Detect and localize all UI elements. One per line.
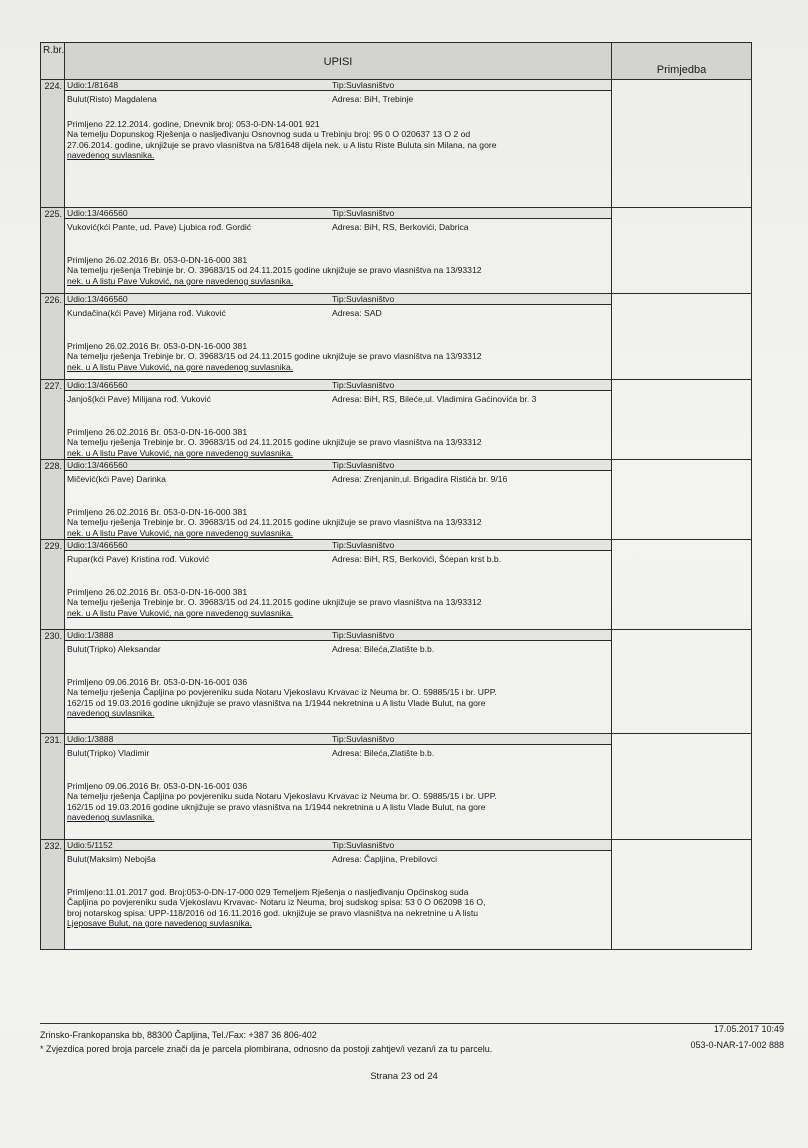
registry-row — [41, 840, 752, 950]
tip-text: Tip:Suvlasništvo — [332, 734, 395, 744]
row-content — [65, 734, 612, 840]
owner-name: Bulut(Risto) Magdalena — [67, 94, 157, 105]
entry-line: broj notarskog spisa: UPP-118/2016 od 16.11.2016 god. uknjižuje se pravo vlasništva na nekretnine u A listu — [67, 907, 479, 918]
entry-text — [65, 119, 611, 161]
row-content — [65, 208, 612, 294]
row-content — [65, 630, 612, 734]
entry-line: Na temelju rješenja Trebinje br. O. 39683/15 od 24.11.2015 godine uknjižuje se pravo vlasništva na 13/93312 — [67, 597, 482, 608]
registry-table — [40, 42, 752, 950]
row-header-line — [65, 294, 611, 305]
row-owner-line — [65, 474, 611, 484]
row-header-line — [65, 380, 611, 391]
footer-note: * Zvjezdica pored broja parcele znači da je parcela plombirana, odnosno da postoji zahtjev/i vezan/i za tu parcelu. — [40, 1044, 493, 1054]
row-number: 226. — [41, 294, 65, 380]
column-header-rbr: R.br. — [41, 43, 65, 80]
entry-line: Čapljina po povjereniku suda Vjekoslavu Krvavac- Notaru iz Neuma, broj sudskog spisa: 53 0 O 062098 16 O, — [67, 897, 486, 908]
column-header-upisi: UPISI — [65, 43, 612, 80]
row-owner-line — [65, 94, 611, 104]
owner-address: Adresa: BiH, RS, Berkovići, Dabrica — [332, 222, 469, 233]
owner-address: Adresa: SAD — [332, 308, 382, 319]
registry-row — [41, 630, 752, 734]
row-number: 224. — [41, 80, 65, 208]
entry-text — [65, 507, 611, 538]
primjedba-cell — [612, 294, 752, 380]
entry-line-last: nek. u A listu Pave Vuković, na gore navedenog suvlasnika. — [67, 447, 294, 458]
page-number: Strana 23 od 24 — [370, 1071, 438, 1082]
row-owner-line — [65, 554, 611, 564]
row-number: 232. — [41, 840, 65, 950]
entry-text — [65, 677, 611, 719]
udio-text: Udio:13/466560 — [67, 380, 128, 390]
row-owner-line — [65, 644, 611, 654]
row-owner-line — [65, 394, 611, 404]
owner-name: Vuković(kći Pante, ud. Pave) Ljubica rođ. Gordić — [67, 222, 252, 233]
entry-line-last: navedenog suvlasnika. — [67, 708, 155, 719]
primjedba-cell — [612, 540, 752, 630]
udio-text: Udio:1/3888 — [67, 630, 114, 640]
owner-address: Adresa: Bileća,Zlatište b.b. — [332, 748, 435, 759]
row-owner-line — [65, 308, 611, 318]
footer-datetime: 17.05.2017 10:49 — [713, 1024, 784, 1034]
registry-row — [41, 540, 752, 630]
row-content — [65, 460, 612, 540]
owner-address: Adresa: Čapljina, Prebilovci — [332, 854, 438, 865]
primjedba-cell — [612, 734, 752, 840]
owner-address: Adresa: BiH, RS, Bileće,ul. Vladimira Gaćinovića br. 3 — [332, 394, 537, 405]
row-number: 227. — [41, 380, 65, 460]
udio-text: Udio:1/3888 — [67, 734, 114, 744]
owner-name: Rupar(kći Pave) Kristina rođ. Vuković — [67, 554, 210, 565]
entry-line: Primljeno 26.02.2016 Br. 053-0-DN-16-000 381 — [67, 586, 248, 597]
tip-text: Tip:Suvlasništvo — [332, 294, 395, 304]
registry-row — [41, 380, 752, 460]
row-content — [65, 380, 612, 460]
tip-text: Tip:Suvlasništvo — [332, 460, 395, 470]
registry-row — [41, 460, 752, 540]
tip-text: Tip:Suvlasništvo — [332, 380, 395, 390]
entry-line: Na temelju rješenja Čapljina po povjereniku suda Notaru Vjekoslavu Krvavac iz Neuma br. O. 59885/15 i br. UPP. — [67, 791, 497, 802]
entry-line: 162/15 od 19.03.2016 godine uknjižuje se pravo vlasništva na 1/1944 nekretnina u A listu Vlade Bulut, na gore — [67, 801, 486, 812]
entry-line-last: nek. u A listu Pave Vuković, na gore navedenog suvlasnika. — [67, 527, 294, 538]
row-number: 229. — [41, 540, 65, 630]
primjedba-cell — [612, 208, 752, 294]
primjedba-cell — [612, 80, 752, 208]
owner-name: Bulut(Tripko) Vladimir — [67, 748, 150, 759]
entry-line: Primljeno 26.02.2016 Br. 053-0-DN-16-000 381 — [67, 254, 248, 265]
entry-text — [65, 887, 611, 929]
registry-row — [41, 294, 752, 380]
row-header-line — [65, 540, 611, 551]
udio-text: Udio:13/466560 — [67, 460, 128, 470]
entry-line: Primljeno:11.01.2017 god. Broj:053-0-DN-17-000 029 Temeljem Rješenja o nasljeđivanju Općinskog suda — [67, 886, 469, 897]
entry-line: Na temelju rješenja Čapljina po povjereniku suda Notaru Vjekoslavu Krvavac iz Neuma br. O. 59885/15 i br. UPP. — [67, 687, 497, 698]
udio-text: Udio:13/466560 — [67, 540, 128, 550]
row-header-line — [65, 208, 611, 219]
entry-line: Na temelju rješenja Trebinje br. O. 39683/15 od 24.11.2015 godine uknjižuje se pravo vlasništva na 13/93312 — [67, 265, 482, 276]
row-header-line — [65, 734, 611, 745]
entry-line: Primljeno 09.06.2016 Br. 053-0-DN-16-001 036 — [67, 676, 248, 687]
owner-name: Bulut(Tripko) Aleksandar — [67, 644, 161, 655]
entry-line: Primljeno 26.02.2016 Br. 053-0-DN-16-000 381 — [67, 426, 248, 437]
entry-line-last: navedenog suvlasnika. — [67, 150, 155, 161]
entry-line: 27.06.2014. godine, uknjižuje se pravo vlasništva na 5/81648 dijela nek. u A listu Riste Buluta sin Milana, na gore — [67, 139, 497, 150]
registry-row — [41, 734, 752, 840]
udio-text: Udio:13/466560 — [67, 294, 128, 304]
registry-row — [41, 208, 752, 294]
owner-name: Janjoš(kći Pave) Milijana rođ. Vuković — [67, 394, 211, 405]
row-content — [65, 540, 612, 630]
entry-line-last: nek. u A listu Pave Vuković, na gore navedenog suvlasnika. — [67, 607, 294, 618]
owner-address: Adresa: Bileća,Zlatište b.b. — [332, 644, 435, 655]
entry-text — [65, 255, 611, 286]
entry-line: Na temelju rješenja Trebinje br. O. 39683/15 od 24.11.2015 godine uknjižuje se pravo vlasništva na 13/93312 — [67, 437, 482, 448]
row-owner-line — [65, 854, 611, 864]
row-header-line — [65, 80, 611, 91]
row-number: 225. — [41, 208, 65, 294]
entry-line: Primljeno 26.02.2016 Br. 053-0-DN-16-000 381 — [67, 506, 248, 517]
row-owner-line — [65, 222, 611, 232]
row-content — [65, 80, 612, 208]
entry-text — [65, 781, 611, 823]
tip-text: Tip:Suvlasništvo — [332, 540, 395, 550]
tip-text: Tip:Suvlasništvo — [332, 80, 395, 90]
primjedba-cell — [612, 840, 752, 950]
entry-line: Na temelju rješenja Trebinje br. O. 39683/15 od 24.11.2015 godine uknjižuje se pravo vlasništva na 13/93312 — [67, 351, 482, 362]
udio-text: Udio:13/466560 — [67, 208, 128, 218]
registry-row — [41, 80, 752, 208]
entry-line: Na temelju Dopunskog Rješenja o nasljeđivanju Osnovnog suda u Trebinju broj: 95 0 O 020637 13 O 2 od — [67, 129, 471, 140]
tip-text: Tip:Suvlasništvo — [332, 208, 395, 218]
column-header-primjedba: Primjedba — [612, 43, 752, 80]
primjedba-cell — [612, 460, 752, 540]
row-number: 228. — [41, 460, 65, 540]
owner-name: Bulut(Maksim) Nebojša — [67, 854, 156, 865]
entry-line: Primljeno 22.12.2014. godine, Dnevnik broj: 053-0-DN-14-001 921 — [67, 118, 320, 129]
row-number: 231. — [41, 734, 65, 840]
registry-rows — [41, 80, 752, 950]
owner-address: Adresa: BiH, Trebinje — [332, 94, 414, 105]
entry-line: 162/15 od 19.03.2016 godine uknjižuje se pravo vlasništva na 1/1944 nekretnina u A listu Vlade Bulut, na gore — [67, 697, 486, 708]
row-header-line — [65, 630, 611, 641]
tip-text: Tip:Suvlasništvo — [332, 840, 395, 850]
row-header-line — [65, 840, 611, 851]
udio-text: Udio:5/1152 — [67, 840, 113, 850]
row-owner-line — [65, 748, 611, 758]
row-content — [65, 294, 612, 380]
tip-text: Tip:Suvlasništvo — [332, 630, 395, 640]
row-number: 230. — [41, 630, 65, 734]
entry-line: Primljeno 26.02.2016 Br. 053-0-DN-16-000 381 — [67, 340, 248, 351]
owner-name: Mičević(kći Pave) Darinka — [67, 474, 166, 485]
entry-line-last: nek. u A listu Pave Vuković, na gore navedenog suvlasnika. — [67, 361, 294, 372]
entry-line-last: nek. u A listu Pave Vuković, na gore navedenog suvlasnika. — [67, 275, 294, 286]
udio-text: Udio:1/81648 — [67, 80, 119, 90]
row-content — [65, 840, 612, 950]
entry-text — [65, 341, 611, 372]
primjedba-cell — [612, 630, 752, 734]
entry-line-last: navedenog suvlasnika. — [67, 812, 155, 823]
entry-line: Primljeno 09.06.2016 Br. 053-0-DN-16-001 036 — [67, 780, 248, 791]
owner-name: Kundačina(kći Pave) Mirjana rođ. Vuković — [67, 308, 226, 319]
entry-line-last: Ljeposave Bulut, na gore navedenog suvlasnika. — [67, 918, 252, 929]
row-header-line — [65, 460, 611, 471]
primjedba-cell — [612, 380, 752, 460]
owner-address: Adresa: Zrenjanin,ul. Brigadira Ristića br. 9/16 — [332, 474, 508, 485]
entry-text — [65, 587, 611, 618]
entry-line: Na temelju rješenja Trebinje br. O. 39683/15 od 24.11.2015 godine uknjižuje se pravo vlasništva na 13/93312 — [67, 517, 482, 528]
entry-text — [65, 427, 611, 458]
footer-doc-number: 053-0-NAR-17-002 888 — [690, 1040, 784, 1050]
owner-address: Adresa: BiH, RS, Berkovići, Šćepan krst b.b. — [332, 554, 502, 565]
footer-address: Zrinsko-Frankopanska bb, 88300 Čapljina, Tel./Fax: +387 36 806-402 — [40, 1030, 317, 1040]
